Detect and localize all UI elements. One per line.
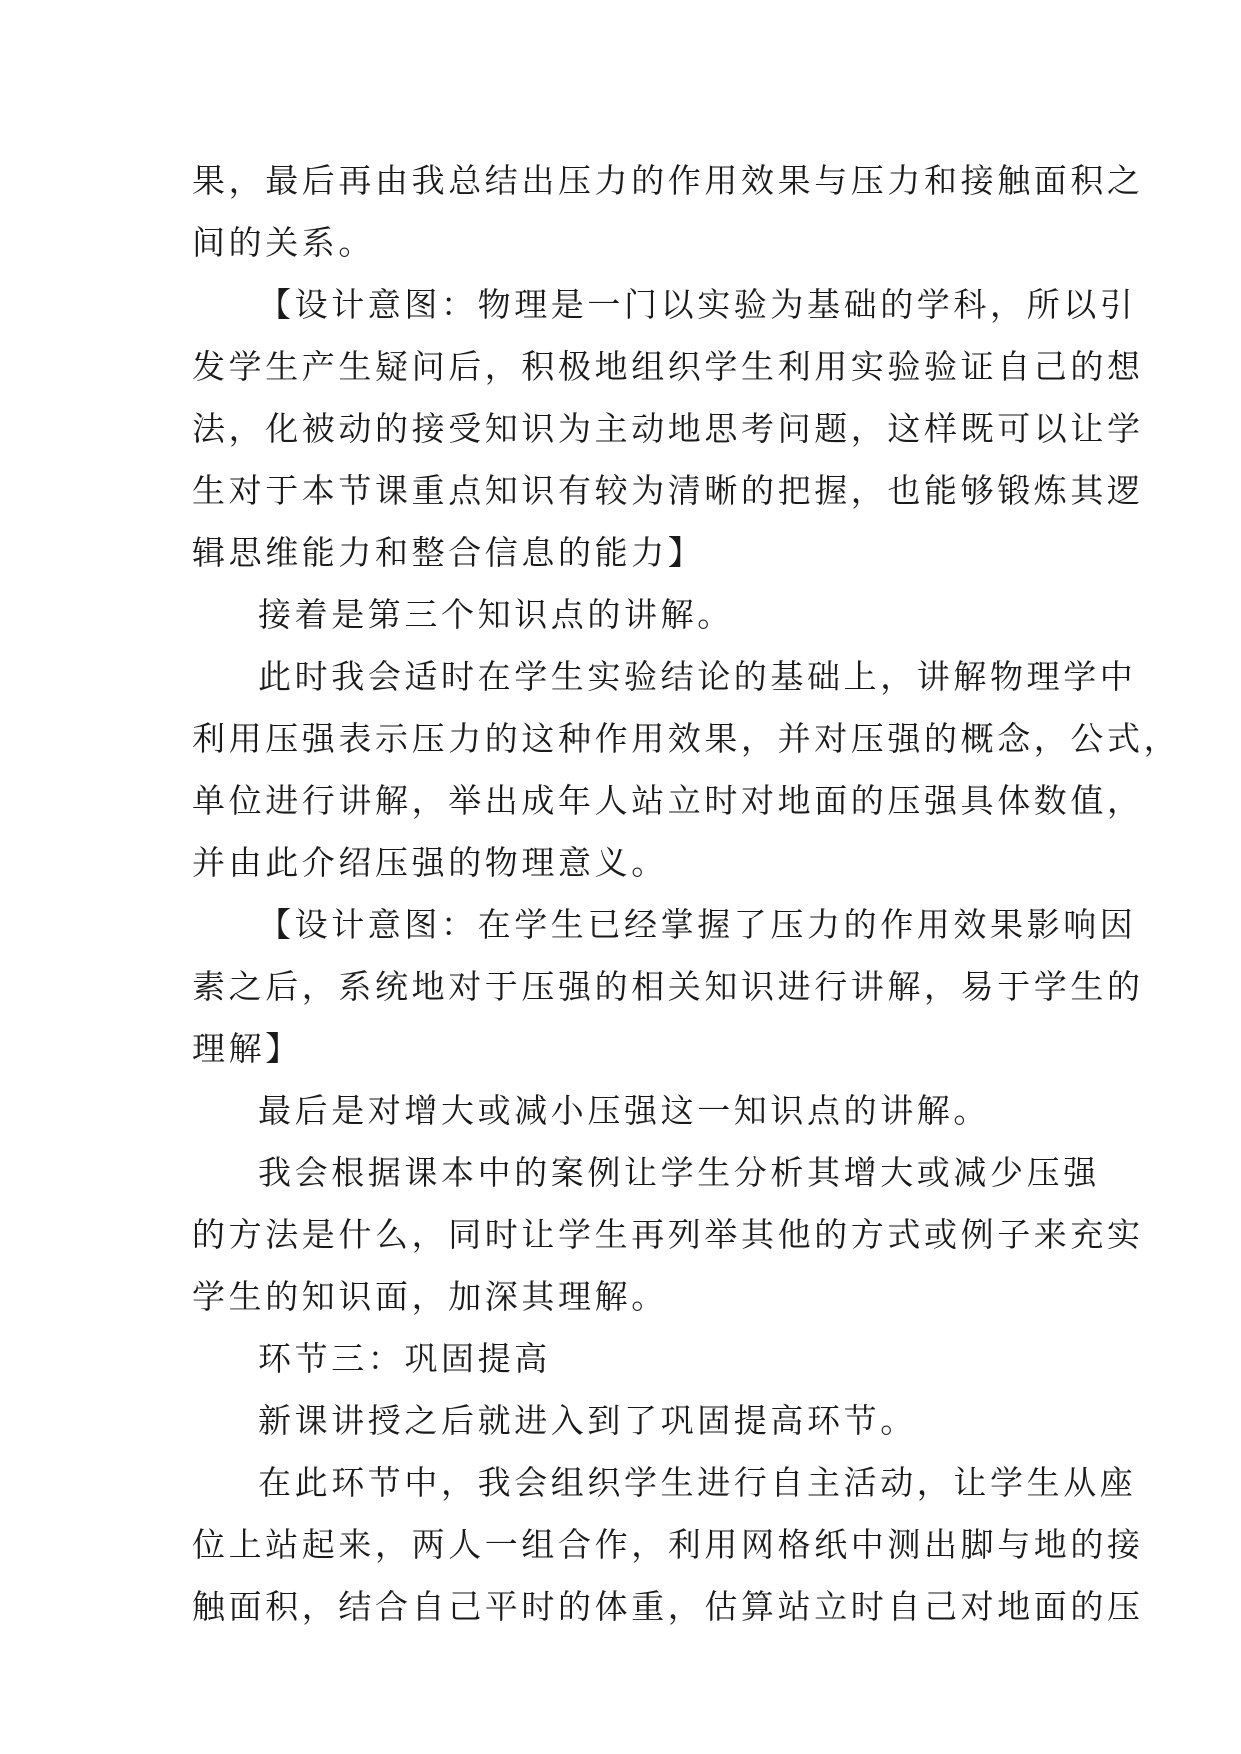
text-line: 利用压强表示压力的这种作用效果，并对压强的概念，公式， [192, 719, 1181, 758]
document-body [192, 150, 1181, 1638]
paragraph-5-design-intent [192, 894, 1144, 1080]
text-line: 【设计意图：在学生已经掌握了压力的作用效果影响因 [258, 905, 1137, 944]
text-line: 触面积，结合自己平时的体重，估算站立时自己对地面的压 [192, 1587, 1144, 1626]
section-heading-step-3 [192, 1328, 1062, 1390]
text-line: 最后是对增大或减小压强这一知识点的讲解。 [258, 1091, 990, 1130]
paragraph-7 [192, 1142, 1144, 1328]
text-line: 间的关系。 [192, 223, 375, 262]
paragraph-3 [192, 584, 1062, 646]
paragraph-6 [192, 1080, 1062, 1142]
paragraph-10 [192, 1452, 1144, 1638]
text-line: 法，化被动的接受知识为主动地思考问题，这样既可以让学 [192, 409, 1144, 448]
text-line: 【设计意图：物理是一门以实验为基础的学科，所以引 [258, 285, 1137, 324]
text-line: 在此环节中，我会组织学生进行自主活动，让学生从座 [258, 1463, 1137, 1502]
text-line: 辑思维能力和整合信息的能力】 [192, 533, 705, 572]
paragraph-9 [192, 1390, 1062, 1452]
text-line: 的方法是什么，同时让学生再列举其他的方式或例子来充实 [192, 1215, 1144, 1254]
text-line: 单位进行讲解，举出成年人站立时对地面的压强具体数值， [192, 781, 1144, 820]
text-line: 学生的知识面，加深其理解。 [192, 1277, 668, 1316]
paragraph-1 [192, 150, 1144, 274]
text-line: 素之后，系统地对于压强的相关知识进行讲解，易于学生的 [192, 967, 1144, 1006]
text-line: 并由此介绍压强的物理意义。 [192, 843, 668, 882]
text-line: 环节三：巩固提高 [258, 1339, 551, 1378]
text-line: 位上站起来，两人一组合作，利用网格纸中测出脚与地的接 [192, 1525, 1144, 1564]
text-line: 新课讲授之后就进入到了巩固提高环节。 [258, 1401, 917, 1440]
text-line: 接着是第三个知识点的讲解。 [258, 595, 734, 634]
text-line: 生对于本节课重点知识有较为清晰的把握，也能够锻炼其逻 [192, 471, 1144, 510]
text-line: 我会根据课本中的案例让学生分析其增大或减少压强 [258, 1153, 1100, 1192]
paragraph-2-design-intent [192, 274, 1144, 584]
text-line: 此时我会适时在学生实验结论的基础上，讲解物理学中 [258, 657, 1137, 696]
text-line: 理解】 [192, 1029, 302, 1068]
paragraph-4 [192, 646, 1181, 894]
text-line: 果，最后再由我总结出压力的作用效果与压力和接触面积之 [192, 161, 1144, 200]
text-line: 发学生产生疑问后，积极地组织学生利用实验验证自己的想 [192, 347, 1144, 386]
